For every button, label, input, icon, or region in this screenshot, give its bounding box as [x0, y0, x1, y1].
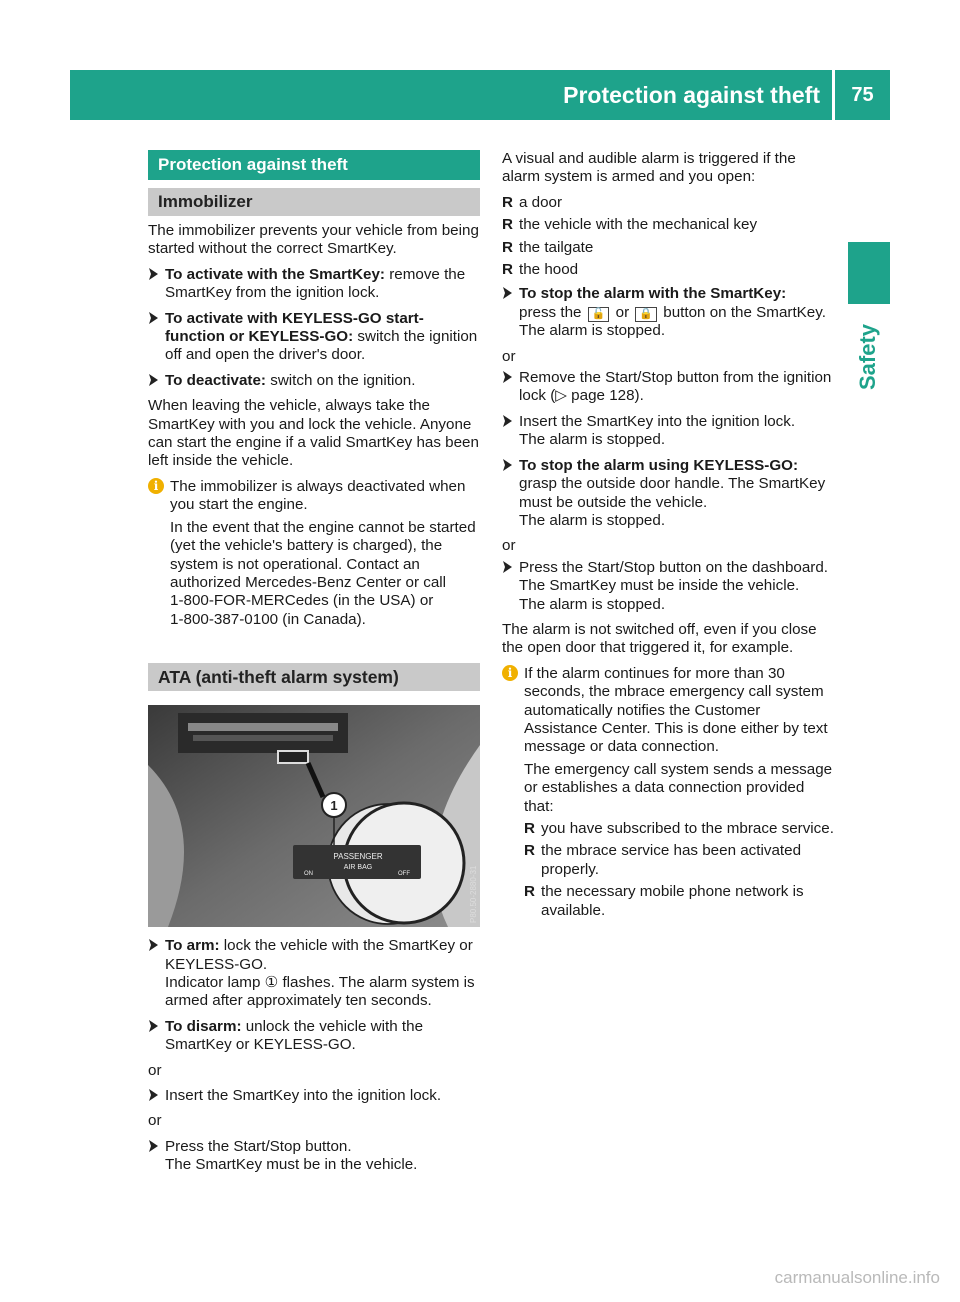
bullet-icon: R: [502, 193, 513, 211]
or-text: or: [502, 537, 516, 555]
lock-icon: 🔒: [635, 307, 657, 322]
step-remove-start: [502, 369, 834, 406]
step-activate-keyless: [148, 310, 480, 365]
step-label: To stop the alarm using KEYLESS-GO:: [519, 456, 799, 474]
alarm-intro: A visual and audible alarm is triggered if the alarm system is armed and you open:: [502, 150, 796, 186]
photo-panel-text-2: AIR BAG: [343, 864, 373, 872]
list-item-text: the necessary mobile phone network is available.: [541, 883, 804, 919]
photo-panel-on: ON: [304, 871, 313, 878]
step-result: The alarm is stopped.: [519, 511, 666, 529]
step-label: To activate with KEYLESS-GO start-function or KEYLESS-GO:: [165, 309, 424, 346]
arrow-right-icon: [502, 458, 513, 472]
or-text: or: [502, 347, 516, 365]
list-item: [524, 883, 834, 920]
step-stop-smartkey: [502, 285, 834, 340]
info-icon: i: [148, 478, 164, 494]
arrow-right-icon: [148, 938, 159, 952]
info-note-emergency: [502, 665, 834, 920]
step-result: The alarm is stopped.: [519, 431, 666, 449]
left-column: [148, 150, 480, 1182]
step-label: To activate with the SmartKey:: [165, 265, 385, 283]
list-item-text: the vehicle with the mechanical key: [519, 216, 758, 234]
step-text: switch on the ignition.: [266, 371, 416, 389]
photo-panel-text-1: PASSENGER: [333, 852, 383, 862]
arrow-right-icon: [148, 1088, 159, 1102]
note-text: If the alarm continues for more than 30 seconds, the mbrace emergency call system automatically notifies the Customer Assistance Center. This is done either by text message or data connection.: [524, 664, 828, 756]
step-text: or: [611, 303, 634, 321]
step-result: The alarm is stopped.: [519, 322, 666, 340]
step-insert-key: [502, 413, 834, 450]
arrow-right-icon: [148, 1139, 159, 1153]
info-icon: i: [502, 665, 518, 681]
step-text: Press the Start/Stop button on the dashboard. The SmartKey must be inside the vehicle.: [519, 558, 829, 595]
step-press-start-dash: [502, 559, 834, 614]
step-text: Insert the SmartKey into the ignition lock.: [165, 1086, 442, 1104]
step-text: button on the SmartKey.: [659, 303, 826, 321]
bullet-icon: R: [524, 842, 535, 860]
bullet-icon: R: [502, 238, 513, 256]
list-item-text: the tailgate: [519, 238, 594, 256]
section-heading: Protection against theft: [148, 150, 480, 180]
step-text: press the: [519, 303, 586, 321]
or-text: or: [148, 1112, 162, 1130]
ata-heading: ATA (anti-theft alarm system): [148, 663, 480, 691]
list-item: [502, 216, 834, 234]
photo-callout-number: 1: [330, 798, 338, 814]
list-item-text: a door: [519, 193, 563, 211]
bullet-icon: R: [502, 261, 513, 279]
step-deactivate: [148, 372, 480, 390]
side-tab-label: Safety: [855, 323, 880, 390]
leaving-vehicle-text: When leaving the vehicle, always take the SmartKey with you and lock the vehicle. Anyone can start the engine if a valid SmartKey has been left inside the vehicle.: [148, 397, 479, 470]
step-text: remove the SmartKey from the ignition lock.: [165, 265, 466, 302]
step-arm: [148, 937, 480, 1011]
note-text: The emergency call system sends a message or establishes a data connection provided that:: [524, 760, 833, 815]
step-insert-key: [148, 1087, 480, 1105]
step-result: The alarm is stopped.: [519, 595, 666, 613]
list-item-text: the hood: [519, 261, 579, 279]
list-item: [502, 261, 834, 279]
step-text: Remove the Start/Stop button from the ignition lock (▷ page 128).: [519, 369, 832, 405]
list-item: [524, 820, 834, 838]
note-text: In the event that the engine cannot be started (yet the vehicle's battery is charged), the system is not operational. Contact an authorized Mercedes-Benz Center or call: [170, 518, 476, 591]
list-item: [502, 239, 834, 257]
step-stop-keyless: [502, 457, 834, 531]
step-press-start: [148, 1138, 480, 1175]
bullet-icon: R: [524, 820, 535, 837]
bullet-icon: R: [524, 883, 535, 901]
watermark: carmanualsonline.info: [774, 1268, 940, 1287]
arrow-right-icon: [502, 560, 513, 574]
photo-code: P80.50-2880-31: [469, 865, 478, 924]
arm-detail-a: Indicator lamp: [165, 973, 265, 991]
arrow-right-icon: [148, 373, 159, 387]
step-result: The SmartKey must be in the vehicle.: [165, 1156, 418, 1174]
side-tab-marker: [848, 242, 890, 304]
ata-indicator-photo: [148, 705, 480, 927]
callout-1: ①: [264, 973, 279, 991]
step-text: unlock the vehicle with the SmartKey or KEYLESS-GO.: [165, 1017, 424, 1054]
arrow-right-icon: [502, 286, 513, 300]
step-text: Insert the SmartKey into the ignition lock.: [519, 412, 796, 430]
step-label: To arm:: [165, 937, 220, 955]
list-item: [502, 194, 834, 212]
immobilizer-heading: Immobilizer: [148, 188, 480, 216]
note-text: The immobilizer is always deactivated when you start the engine.: [170, 477, 466, 514]
step-text: grasp the outside door handle. The SmartKey must be outside the vehicle.: [519, 475, 826, 511]
arrow-right-icon: [502, 414, 513, 428]
step-label: To disarm:: [165, 1017, 242, 1035]
step-label: To deactivate:: [165, 371, 266, 389]
right-column: [502, 150, 834, 927]
phone-canada: 1-800-387-0100 (in Canada).: [170, 610, 366, 628]
step-activate-smartkey: [148, 266, 480, 303]
photo-panel-off: OFF: [398, 871, 410, 878]
phone-usa: 1-800-FOR-MERCedes (in the USA) or: [170, 592, 434, 610]
not-switched-off-text: The alarm is not switched off, even if you close the open door that triggered it, for example.: [502, 620, 817, 657]
page-number: 75: [851, 83, 874, 106]
bullet-icon: R: [502, 216, 513, 234]
arm-detail-b: flashes. The alarm system is armed after approximately ten seconds.: [165, 973, 475, 1010]
arrow-right-icon: [502, 370, 513, 384]
immobilizer-intro: The immobilizer prevents your vehicle from being started without the correct SmartKey.: [148, 222, 479, 258]
arrow-right-icon: [148, 1019, 159, 1033]
list-item-text: the mbrace service has been activated properly.: [541, 842, 802, 878]
page-header-title: Protection against theft: [563, 81, 820, 108]
step-text: switch the ignition off and open the driver's door.: [165, 328, 478, 364]
step-text: lock the vehicle with the SmartKey or KEYLESS-GO.: [165, 937, 473, 973]
step-disarm: [148, 1018, 480, 1055]
step-label: To stop the alarm with the SmartKey:: [519, 285, 787, 303]
info-note-immobilizer: [148, 478, 480, 629]
unlock-icon: 🔓: [588, 307, 610, 322]
step-text: Press the Start/Stop button.: [165, 1137, 352, 1155]
or-text: or: [148, 1061, 162, 1079]
list-item-text: you have subscribed to the mbrace service.: [541, 820, 834, 837]
arrow-right-icon: [148, 311, 159, 325]
list-item: [524, 842, 834, 879]
arrow-right-icon: [148, 267, 159, 281]
